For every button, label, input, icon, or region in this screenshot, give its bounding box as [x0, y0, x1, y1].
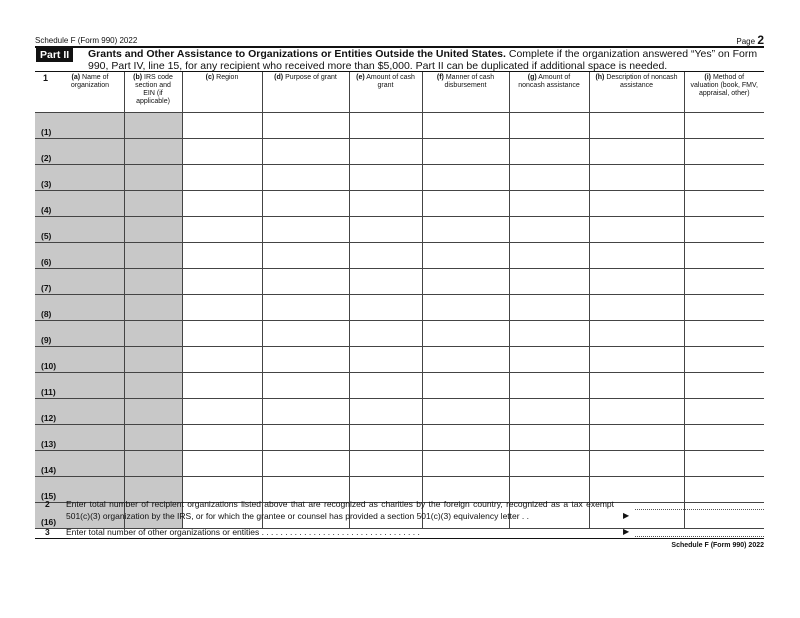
table-cell[interactable] [262, 269, 349, 295]
column-letter: (h) [595, 74, 605, 81]
table-row [35, 347, 764, 373]
table-cell[interactable] [124, 243, 182, 269]
table-cell[interactable] [422, 217, 509, 243]
table-cell[interactable] [509, 113, 589, 139]
row-number: (14) [41, 465, 57, 475]
table-cell[interactable] [35, 451, 124, 477]
table-cell[interactable] [589, 191, 684, 217]
column-header [509, 72, 589, 113]
page-label: Page [736, 37, 756, 46]
page-value: 2 [757, 33, 764, 47]
table-cell[interactable] [124, 451, 182, 477]
table-cell[interactable] [124, 139, 182, 165]
table-cell[interactable] [124, 321, 182, 347]
table-cell[interactable] [349, 425, 422, 451]
table-cell[interactable] [35, 425, 124, 451]
table-cell[interactable] [684, 243, 764, 269]
column-label: Method of valuation (book, FMV, appraisal, other) [690, 74, 758, 97]
column-label: Name of organization [70, 74, 110, 89]
table-cell[interactable] [509, 139, 589, 165]
table-cell[interactable] [509, 347, 589, 373]
table-cell[interactable] [589, 113, 684, 139]
table-cell[interactable] [124, 295, 182, 321]
table-cell[interactable] [35, 165, 124, 191]
table-row [35, 113, 764, 139]
table-cell[interactable] [35, 191, 124, 217]
line-2-number: 2 [45, 499, 50, 509]
table-cell[interactable] [684, 191, 764, 217]
arrow-icon: ▶ [623, 527, 630, 536]
table-cell[interactable] [124, 191, 182, 217]
table-cell[interactable] [684, 347, 764, 373]
table-cell[interactable] [422, 139, 509, 165]
table-cell[interactable] [182, 399, 262, 425]
table-cell[interactable] [182, 269, 262, 295]
table-cell[interactable] [422, 425, 509, 451]
table-cell[interactable] [35, 373, 124, 399]
table-cell[interactable] [422, 373, 509, 399]
column-letter: (c) [205, 74, 215, 81]
table-cell[interactable] [589, 425, 684, 451]
table-cell[interactable] [589, 165, 684, 191]
table-cell[interactable] [509, 243, 589, 269]
table-cell[interactable] [509, 217, 589, 243]
table-cell[interactable] [589, 399, 684, 425]
table-cell[interactable] [262, 217, 349, 243]
table-cell[interactable] [35, 113, 124, 139]
table-cell[interactable] [124, 399, 182, 425]
table-cell[interactable] [262, 425, 349, 451]
table-cell[interactable] [684, 113, 764, 139]
column-header [684, 72, 764, 113]
table-cell[interactable] [589, 269, 684, 295]
row-number: (9) [41, 335, 52, 345]
table-cell[interactable] [349, 373, 422, 399]
table-cell[interactable] [182, 373, 262, 399]
line-3-number: 3 [45, 527, 50, 537]
table-cell[interactable] [422, 451, 509, 477]
table-cell[interactable] [509, 191, 589, 217]
table-cell[interactable] [509, 269, 589, 295]
part-label: Part II [36, 48, 73, 62]
column-letter: (d) [274, 74, 284, 81]
table-cell[interactable] [262, 191, 349, 217]
table-cell[interactable] [182, 191, 262, 217]
table-cell[interactable] [124, 165, 182, 191]
row-number: (11) [41, 387, 56, 397]
table-cell[interactable] [422, 165, 509, 191]
table-cell[interactable] [422, 243, 509, 269]
column-letter: (i) [704, 74, 711, 81]
table-cell[interactable] [422, 321, 509, 347]
table-cell[interactable] [589, 243, 684, 269]
table-cell[interactable] [422, 113, 509, 139]
table-cell[interactable] [509, 399, 589, 425]
line-2-input[interactable] [635, 509, 764, 510]
table-cell[interactable] [182, 217, 262, 243]
table-cell[interactable] [124, 217, 182, 243]
table-row [35, 269, 764, 295]
table-cell[interactable] [684, 425, 764, 451]
row-number: (15) [41, 491, 57, 501]
column-letter: (b) [133, 74, 143, 81]
line-3-input[interactable] [635, 526, 764, 537]
table-cell[interactable] [35, 321, 124, 347]
row-number: (2) [41, 153, 52, 163]
row-number: (12) [41, 413, 57, 423]
table-cell[interactable] [684, 451, 764, 477]
table-cell[interactable] [684, 165, 764, 191]
table-cell[interactable] [589, 139, 684, 165]
table-cell[interactable] [349, 269, 422, 295]
table-cell[interactable] [124, 113, 182, 139]
table-cell[interactable] [589, 373, 684, 399]
table-cell[interactable] [124, 347, 182, 373]
table-cell[interactable] [589, 451, 684, 477]
row-number: (3) [41, 179, 52, 189]
part-title [88, 48, 768, 72]
table-cell[interactable] [182, 451, 262, 477]
table-cell[interactable] [349, 399, 422, 425]
row-number: (13) [41, 439, 57, 449]
column-letter: (e) [356, 74, 365, 81]
column-header [422, 72, 509, 113]
footer-form-reference: Schedule F (Form 990) 2022 [671, 542, 764, 549]
table-cell[interactable] [35, 347, 124, 373]
row-number: (4) [41, 205, 52, 215]
table-cell[interactable] [349, 451, 422, 477]
table-cell[interactable] [124, 373, 182, 399]
grants-table [35, 71, 764, 529]
column-label: Manner of cash disbursement [444, 74, 495, 89]
table-cell[interactable] [182, 321, 262, 347]
table-cell[interactable] [589, 321, 684, 347]
row-number: (7) [41, 283, 52, 293]
table-cell[interactable] [262, 295, 349, 321]
table-row [35, 165, 764, 191]
table-cell[interactable] [509, 425, 589, 451]
column-header [35, 72, 124, 113]
column-letter: (a) [71, 74, 81, 81]
column-header [124, 72, 182, 113]
table-cell[interactable] [182, 243, 262, 269]
row-number: (10) [41, 361, 57, 371]
table-cell[interactable] [349, 347, 422, 373]
table-cell[interactable] [349, 165, 422, 191]
part-title-bold: Grants and Other Assistance to Organizations or Entities Outside the United States. [88, 48, 506, 60]
table-cell[interactable] [262, 347, 349, 373]
table-cell[interactable] [262, 399, 349, 425]
table-cell[interactable] [422, 399, 509, 425]
table-row [35, 451, 764, 477]
table-cell[interactable] [349, 295, 422, 321]
table-cell[interactable] [509, 373, 589, 399]
table-row [35, 243, 764, 269]
table-cell[interactable] [684, 269, 764, 295]
row-number: (16) [41, 517, 57, 527]
table-cell[interactable] [124, 425, 182, 451]
column-label: IRS code section and EIN (if applicable) [135, 74, 173, 105]
table-cell[interactable] [422, 269, 509, 295]
table-cell[interactable] [262, 321, 349, 347]
table-row [35, 295, 764, 321]
table-row [35, 425, 764, 451]
column-header [349, 72, 422, 113]
row-number: (1) [41, 127, 52, 137]
table-cell[interactable] [589, 295, 684, 321]
column-header [589, 72, 684, 113]
table-cell[interactable] [262, 243, 349, 269]
column-label: Purpose of grant [285, 74, 337, 81]
table-cell[interactable] [349, 217, 422, 243]
row-number: (6) [41, 257, 52, 267]
column-letter: (f) [436, 74, 444, 81]
line-3 [35, 526, 764, 538]
table-cell[interactable] [262, 139, 349, 165]
table-cell[interactable] [35, 295, 124, 321]
table-cell[interactable] [684, 399, 764, 425]
table-cell[interactable] [422, 295, 509, 321]
table-cell[interactable] [422, 347, 509, 373]
column-label: Description of noncash assistance [606, 74, 678, 89]
table-cell[interactable] [35, 269, 124, 295]
column-letter: (g) [527, 74, 537, 81]
table-row [35, 191, 764, 217]
table-cell[interactable] [182, 347, 262, 373]
table-cell[interactable] [349, 139, 422, 165]
line-2 [35, 498, 764, 524]
table-cell[interactable] [35, 399, 124, 425]
table-cell[interactable] [684, 139, 764, 165]
line-3-text: Enter total number of other organizations or entities . . . . . . . . . . . . . . . . . . . . . . . . . . . . . . . . . . [66, 527, 420, 537]
row-number: (8) [41, 309, 52, 319]
table-cell[interactable] [182, 165, 262, 191]
table-cell[interactable] [182, 295, 262, 321]
table-cell[interactable] [684, 217, 764, 243]
column-label: Region [216, 74, 239, 81]
table-cell[interactable] [422, 191, 509, 217]
table-cell[interactable] [349, 243, 422, 269]
table-cell[interactable] [262, 373, 349, 399]
table-row [35, 139, 764, 165]
table-cell[interactable] [684, 295, 764, 321]
column-header [182, 72, 262, 113]
table-row [35, 373, 764, 399]
table-cell[interactable] [182, 425, 262, 451]
table-cell[interactable] [589, 217, 684, 243]
part-title-instructions: Complete if the organization answered “Yes” on Form 990, Part IV, line 15, for any recipient who received more than $5,000. Part II can be duplicated if additional space is needed. [88, 48, 758, 72]
table-cell[interactable] [349, 321, 422, 347]
page-number [736, 33, 764, 47]
table-cell[interactable] [684, 321, 764, 347]
table-cell[interactable] [349, 191, 422, 217]
table-cell[interactable] [124, 269, 182, 295]
table-cell[interactable] [262, 113, 349, 139]
line-2-text: Enter total number of recipient organizations listed above that are recognized as charities by the foreign country, recognized as a tax exempt 501(c)(3) organization by the IRS, or for which the grantee or counsel has provided a section 501(c)(3) equivalency letter . . [66, 499, 614, 521]
table-cell[interactable] [509, 165, 589, 191]
table-row [35, 399, 764, 425]
form-reference: Schedule F (Form 990) 2022 [35, 36, 138, 45]
table-cell[interactable] [182, 139, 262, 165]
table-cell[interactable] [509, 321, 589, 347]
divider [35, 538, 764, 539]
table-cell[interactable] [684, 373, 764, 399]
arrow-icon: ▶ [623, 511, 630, 520]
column-label: Amount of cash grant [366, 74, 415, 89]
row-number: (5) [41, 231, 52, 241]
column-label: Amount of noncash assistance [518, 74, 580, 89]
table-cell[interactable] [589, 347, 684, 373]
table-cell[interactable] [262, 165, 349, 191]
table-row [35, 321, 764, 347]
column-header [262, 72, 349, 113]
line-1-number: 1 [43, 73, 49, 83]
table-cell[interactable] [35, 243, 124, 269]
table-row [35, 217, 764, 243]
table-cell[interactable] [509, 295, 589, 321]
table-cell[interactable] [509, 451, 589, 477]
table-cell[interactable] [35, 217, 124, 243]
table-cell[interactable] [182, 113, 262, 139]
table-cell[interactable] [35, 139, 124, 165]
table-cell[interactable] [349, 113, 422, 139]
table-cell[interactable] [262, 451, 349, 477]
